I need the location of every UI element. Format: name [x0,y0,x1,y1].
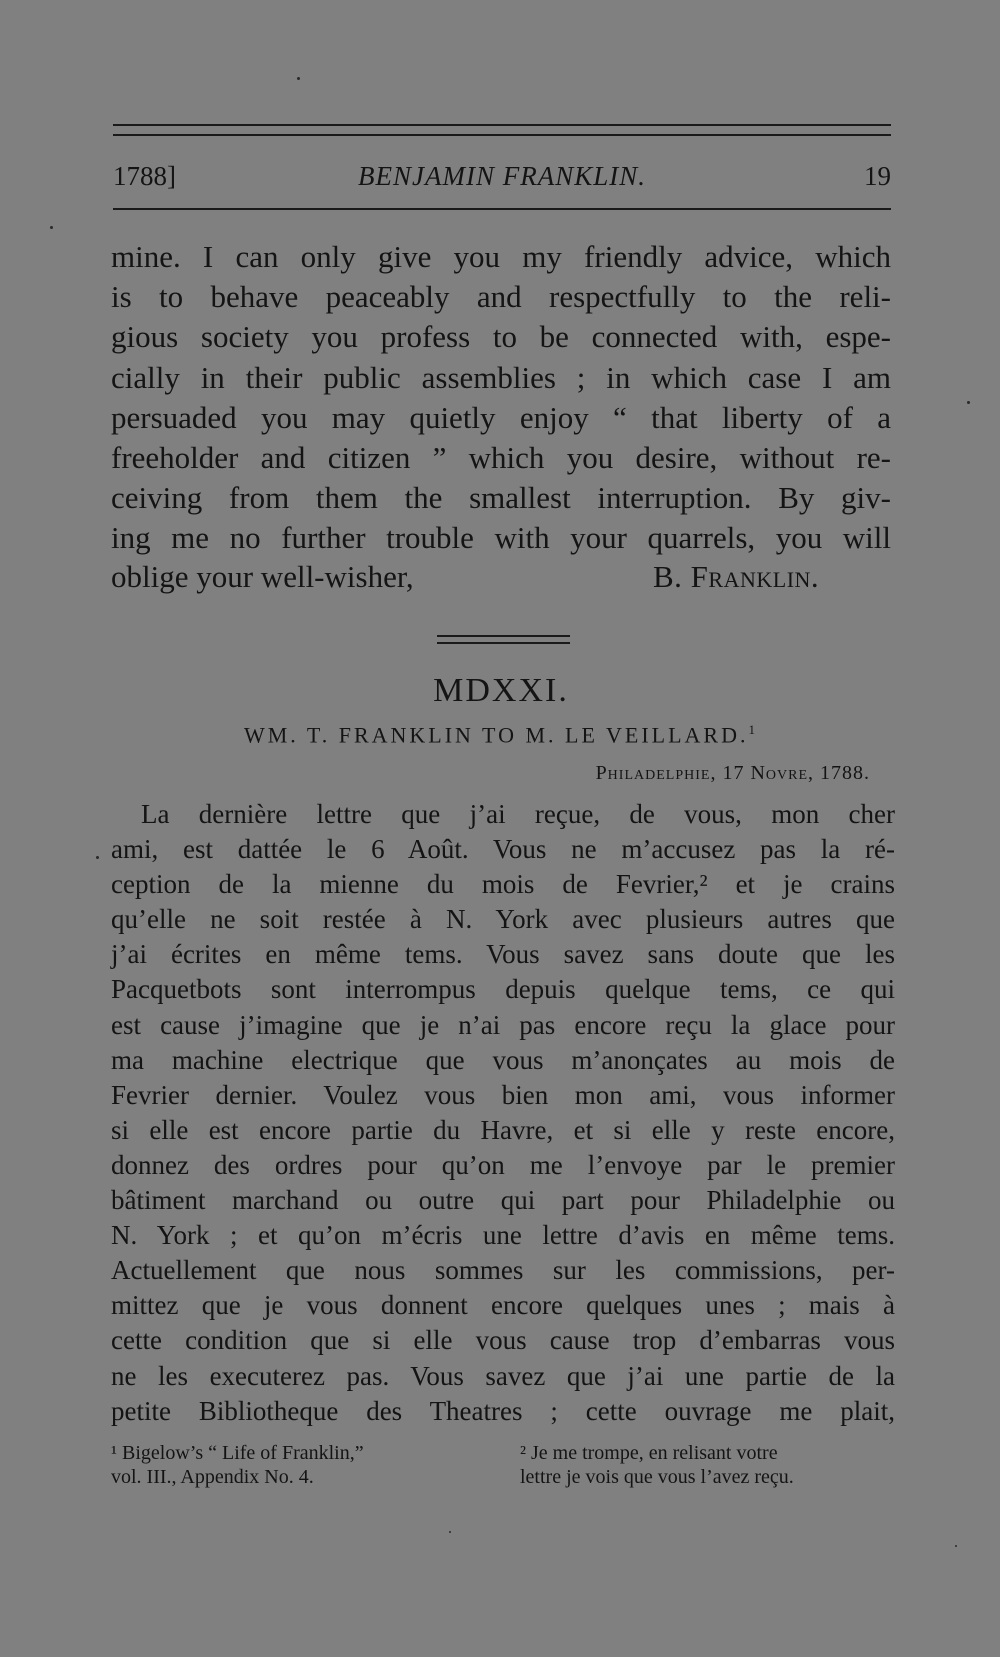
text-line: cially in their public assemblies ; in which case I am [111,359,891,395]
text-line: qu’elle ne soit restée à N. York avec plusieurs autres que [111,904,895,935]
text-line: persuaded you may quietly enjoy “ that liberty of a [111,399,891,435]
closing-line [111,559,891,599]
running-head-year: 1788] [113,161,176,191]
section-number: MDXXI. [433,672,569,709]
scan-speck [50,226,53,229]
footnote-marker: 1 [748,722,758,737]
scan-speck [297,77,300,80]
section-divider [437,635,570,637]
header-double-rule [113,134,891,136]
letter-body [111,797,895,1429]
text-line: si elle est encore partie du Havre, et si elle y reste encore, [111,1114,895,1145]
running-head [113,153,891,197]
footnote-line: vol. III., Appendix No. 4. [111,1466,314,1488]
text-line: La dernière lettre que j’ai reçue, de vous, mon cher [141,799,895,829]
text-line: mine. I can only give you my friendly advice, which [111,239,891,274]
footnote-line: ² Je me trompe, en relisant votre [520,1442,778,1464]
text-line: gious society you profess to be connected with, espe- [111,319,891,355]
footnote-line: lettre je vois que vous l’avez reçu. [520,1466,794,1488]
letter-heading [111,722,891,748]
scan-speck [449,1531,451,1533]
footnote-2 [520,1441,896,1489]
text-line: cette condition que si elle vous cause trop d’embarras vous [111,1325,895,1356]
header-double-rule [113,124,891,126]
text-line: ception de la mienne du mois de Fevrier,² et je crains [111,869,895,900]
footnote-1 [111,1441,491,1489]
text-line: Pacquetbots sont interrompus depuis quelque tems, ce qui [111,974,895,1005]
text-line: freeholder and citizen ” which you desire, without re- [111,440,891,476]
text-line: ceiving from them the smallest interruption. By giv- [111,480,891,516]
text-line: petite Bibliotheque des Theatres ; cette ouvrage me plait, [111,1395,895,1426]
text-line: ing me no further trouble with your quarrels, you will [111,520,891,556]
text-line: Fevrier dernier. Voulez vous bien mon ami, vous informer [111,1079,895,1110]
scan-speck [967,401,970,404]
section-divider [437,642,570,644]
scan-speck [955,1545,957,1547]
text-line: Actuellement que nous sommes sur les commissions, per- [111,1255,895,1286]
text-line: is to behave peaceably and respectfully to the reli- [111,279,891,315]
text-line: ne les executerez pas. Vous savez que j’ai une partie de la [111,1360,895,1391]
page-number: 19 [864,161,891,191]
footnote-line: ¹ Bigelow’s “ Life of Franklin,” [111,1442,364,1464]
text-line: ami, est dattée le 6 Août. Vous ne m’accusez pas la ré- [111,834,895,865]
text-line: ma machine electrique que vous m’anonçates au mois de [111,1044,895,1075]
dateline: Philadelphie, 17 Novre, 1788. [595,762,870,784]
closing-phrase: oblige your well-wisher, [111,559,414,594]
running-head-title: BENJAMIN FRANKLIN. [358,161,646,191]
text-line: donnez des ordres pour qu’on me l’envoye par le premier [111,1149,895,1180]
letter-heading-text: WM. T. FRANKLIN TO M. LE VEILLARD. [243,722,749,748]
text-line: bâtiment marchand ou outre qui part pour Philadelphie ou [111,1185,895,1216]
previous-letter-text [111,237,891,559]
text-line: mittez que je vous donnent encore quelques unes ; mais à [111,1290,895,1321]
scan-speck [96,856,99,859]
header-bottom-rule [113,208,891,210]
signature: B. Franklin. [653,559,820,594]
text-line: j’ai écrites en même tems. Vous savez sans doute que les [111,939,895,970]
text-line: est cause j’imagine que je n’ai pas encore reçu la glace pour [111,1009,895,1040]
text-line: N. York ; et qu’on m’écris une lettre d’avis en même tems. [111,1220,895,1251]
